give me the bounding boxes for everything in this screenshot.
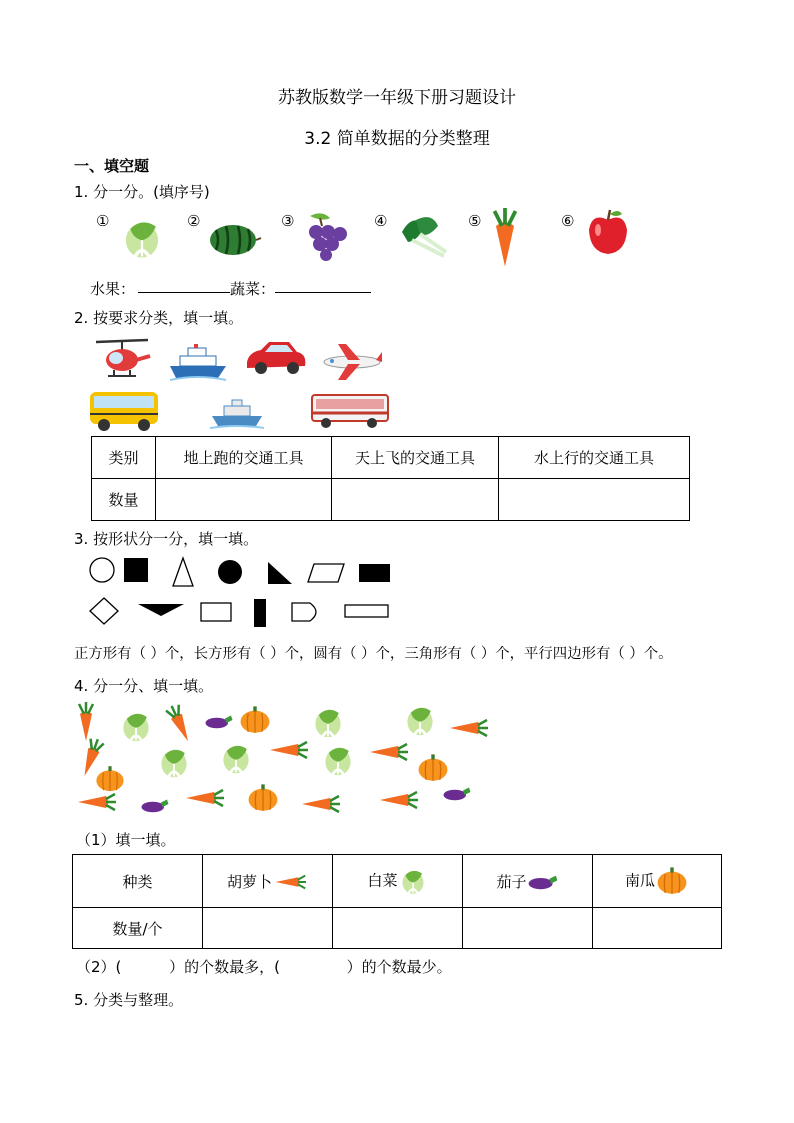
- shape-circle-filled: [218, 560, 242, 584]
- carrot-icon: [272, 874, 308, 890]
- table-row-label-quantity: 数量/个: [73, 908, 203, 949]
- cabbage-label: 白菜: [367, 871, 398, 890]
- shape-right-triangle-filled: [268, 562, 292, 584]
- shape-diamond-outline: [90, 598, 118, 624]
- cabbage-icon: [398, 866, 428, 896]
- table-header-ground: 地上跑的交通工具: [156, 437, 332, 479]
- q1-number-5: ⑤: [468, 212, 482, 230]
- q1-number-1: ①: [96, 212, 110, 230]
- q3-answer-line[interactable]: 正方形有（ ）个，长方形有（ ）个，圆有（ ）个，三角形有（ ）个，平行四边形有（ ）个。: [74, 646, 673, 662]
- q3-prompt: 3. 按形状分一分，填一填。: [74, 530, 259, 548]
- shape-long-rectangle-outline: [345, 605, 388, 617]
- shape-square-filled: [124, 558, 148, 582]
- table-header-carrot: [203, 855, 333, 908]
- table-header-type: 种类: [73, 855, 203, 908]
- table-header-cabbage: [333, 855, 463, 908]
- q4-sub2[interactable]: （2）( ）的个数最多，( ）的个数最少。: [76, 958, 452, 976]
- answer-cell-cabbage[interactable]: [333, 908, 463, 949]
- city-bus-image: [310, 393, 390, 429]
- shape-triangle-filled: [138, 604, 184, 616]
- boat-image: [210, 396, 264, 432]
- answer-cell-pumpkin[interactable]: [593, 908, 722, 949]
- shape-rounded-rectangle-outline: [292, 603, 316, 621]
- vegetables-row-1: [79, 702, 488, 744]
- q1-number-3: ③: [281, 212, 295, 230]
- q1-number-4: ④: [374, 212, 388, 230]
- ship-image: [168, 344, 228, 382]
- page-subtitle: 3.2 简单数据的分类整理: [304, 129, 490, 149]
- transport-table: [91, 436, 690, 521]
- table-header-air: 天上飞的交通工具: [332, 437, 499, 479]
- table-row-label-count: 数量: [92, 479, 156, 521]
- fruit-label: 水果：: [90, 280, 136, 298]
- table-header-category: 类别: [92, 437, 156, 479]
- car-image: [243, 338, 309, 378]
- q4-prompt: 4. 分一分、填一填。: [74, 677, 214, 695]
- carrot-label: 胡萝卜: [226, 872, 272, 891]
- shape-triangle-outline: [173, 558, 193, 586]
- helicopter-image: [92, 336, 152, 384]
- table-header-pumpkin: [593, 855, 722, 908]
- eggplant-label: 茄子: [496, 872, 527, 891]
- shape-parallelogram-outline: [308, 564, 344, 582]
- pumpkin-icon: [655, 867, 689, 895]
- table-header-water: 水上行的交通工具: [499, 437, 690, 479]
- airplane-image: [320, 340, 384, 384]
- vegetable-answer-blank[interactable]: [275, 292, 371, 293]
- shape-rectangle-filled: [359, 564, 390, 582]
- vegetable-label: 蔬菜：: [230, 280, 276, 298]
- fruit-answer-blank[interactable]: [138, 292, 230, 293]
- q5-prompt: 5. 分类与整理。: [74, 991, 184, 1009]
- table-header-eggplant: [463, 855, 593, 908]
- answer-cell-ground[interactable]: [156, 479, 332, 521]
- section-heading: 一、填空题: [74, 157, 150, 175]
- q1-prompt: 1. 分一分。(填序号): [74, 183, 210, 201]
- vegetables-row-2: [78, 737, 448, 791]
- watermelon-image: [208, 222, 262, 258]
- pumpkin-label: 南瓜: [624, 871, 655, 890]
- vegetable-count-table: [72, 854, 722, 949]
- shape-rectangle-outline: [201, 603, 231, 621]
- answer-cell-air[interactable]: [332, 479, 499, 521]
- grapes-image: [300, 210, 352, 262]
- shape-tall-rectangle-filled: [254, 599, 266, 627]
- q2-prompt: 2. 按要求分类，填一填。: [74, 309, 244, 327]
- vegetables-row-3: [78, 784, 471, 812]
- q1-number-6: ⑥: [561, 212, 575, 230]
- vegetables-picture: [70, 702, 500, 822]
- shapes-diagram: [86, 556, 406, 628]
- bus-image: [88, 388, 162, 432]
- answer-cell-water[interactable]: [499, 479, 690, 521]
- eggplant-icon: [527, 873, 559, 891]
- answer-cell-eggplant[interactable]: [463, 908, 593, 949]
- shape-circle-outline: [90, 558, 114, 582]
- page-title: 苏教版数学一年级下册习题设计: [278, 88, 516, 108]
- spinach-image: [398, 212, 454, 260]
- q4-sub1: （1）填一填。: [76, 831, 176, 849]
- cabbage-image: [118, 215, 166, 261]
- q1-number-2: ②: [187, 212, 201, 230]
- apple-image: [586, 208, 630, 256]
- carrot-image: [490, 206, 520, 270]
- answer-cell-carrot[interactable]: [203, 908, 333, 949]
